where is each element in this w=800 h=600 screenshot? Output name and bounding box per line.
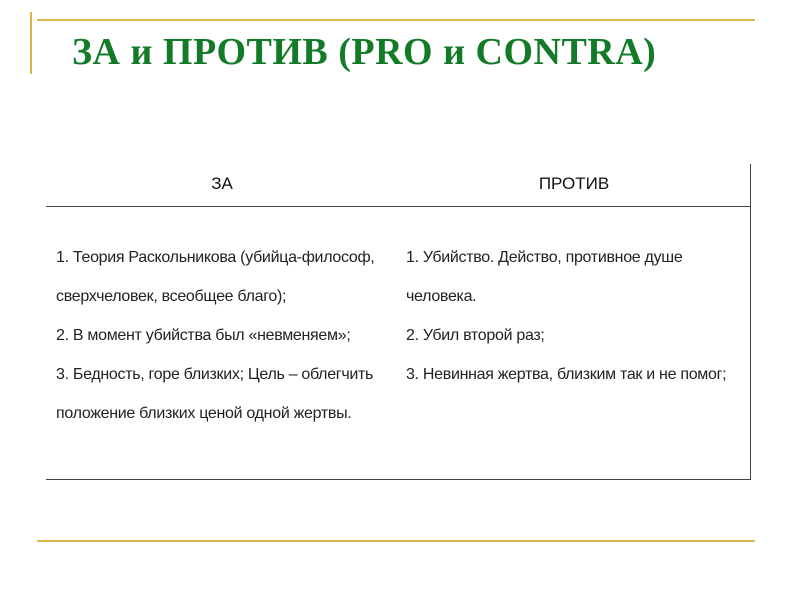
pro-line: 2. В момент убийства был «невменяем»; (56, 327, 351, 344)
contra-column (406, 238, 746, 394)
contra-line: 1. Убийство. Действо, противное душе (406, 249, 683, 266)
table-header-row (46, 164, 750, 207)
decorative-bottom-rule (37, 540, 755, 542)
contra-line: человека. (406, 288, 477, 305)
decorative-top-rule (37, 19, 755, 21)
pro-line: 3. Бедность, горе близких; Цель – облегчить (56, 366, 374, 383)
header-contra: ПРОТИВ (538, 174, 610, 193)
decorative-left-rule (30, 12, 32, 74)
slide-title: ЗА и ПРОТИВ (PRO и CONTRA) (72, 31, 657, 73)
header-pro: ЗА (211, 174, 233, 193)
pro-line: положение близких ценой одной жертвы. (56, 405, 352, 422)
pro-line: сверхчеловек, всеобщее благо); (56, 288, 287, 305)
pro-line: 1. Теория Раскольникова (убийца-философ, (56, 249, 375, 266)
contra-line: 2. Убил второй раз; (406, 327, 545, 344)
pro-column (56, 238, 396, 433)
contra-line: 3. Невинная жертва, близким так и не помог; (406, 366, 727, 383)
pro-contra-table (46, 164, 751, 480)
